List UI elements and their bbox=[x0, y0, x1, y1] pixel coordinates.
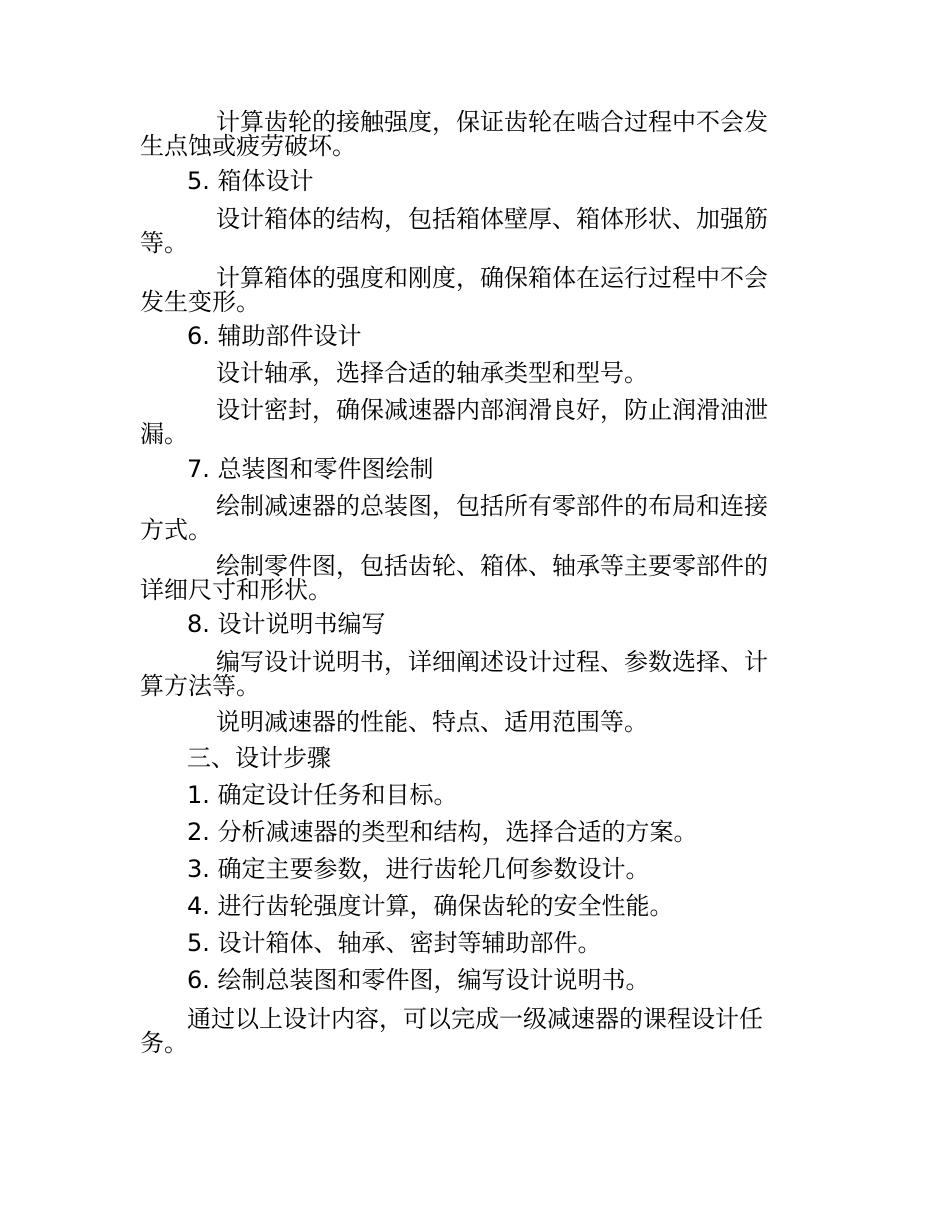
paragraph-line: 编写设计说明书，详细阐述设计过程、参数选择、计 bbox=[216, 648, 768, 676]
step-item: 4. 进行齿轮强度计算，确保齿轮的安全性能。 bbox=[187, 892, 674, 920]
paragraph-line: 设计轴承，选择合适的轴承类型和型号。 bbox=[216, 359, 648, 387]
step-item: 2. 分析减速器的类型和结构，选择合适的方案。 bbox=[187, 818, 698, 846]
paragraph-line: 漏。 bbox=[140, 420, 188, 448]
paragraph-line: 发生变形。 bbox=[140, 288, 260, 316]
step-item: 1. 确定设计任务和目标。 bbox=[187, 781, 458, 809]
paragraph-line: 算方法等。 bbox=[140, 672, 260, 700]
section-heading: 6. 辅助部件设计 bbox=[187, 322, 362, 350]
paragraph-line: 详细尺寸和形状。 bbox=[140, 576, 332, 604]
step-item: 6. 绘制总装图和零件图，编写设计说明书。 bbox=[187, 966, 650, 994]
section-heading: 三、设计步骤 bbox=[187, 744, 331, 772]
paragraph-line: 务。 bbox=[140, 1029, 188, 1057]
paragraph-line: 说明减速器的性能、特点、适用范围等。 bbox=[216, 708, 648, 736]
paragraph-line: 方式。 bbox=[140, 516, 212, 544]
paragraph-line: 通过以上设计内容，可以完成一级减速器的课程设计任 bbox=[187, 1005, 763, 1033]
section-heading: 8. 设计说明书编写 bbox=[187, 610, 386, 638]
paragraph-line: 绘制减速器的总装图，包括所有零部件的布局和连接 bbox=[216, 492, 768, 520]
paragraph-line: 设计密封，确保减速器内部润滑良好，防止润滑油泄 bbox=[216, 396, 768, 424]
paragraph-line: 等。 bbox=[140, 229, 188, 257]
section-heading: 7. 总装图和零件图绘制 bbox=[187, 455, 434, 483]
section-heading: 5. 箱体设计 bbox=[187, 167, 314, 195]
paragraph-line: 设计箱体的结构，包括箱体壁厚、箱体形状、加强筋 bbox=[216, 205, 768, 233]
step-item: 5. 设计箱体、轴承、密封等辅助部件。 bbox=[187, 929, 602, 957]
paragraph-line: 计算齿轮的接触强度，保证齿轮在啮合过程中不会发 bbox=[216, 108, 768, 136]
paragraph-line: 生点蚀或疲劳破坏。 bbox=[140, 132, 356, 160]
step-item: 3. 确定主要参数，进行齿轮几何参数设计。 bbox=[187, 855, 650, 883]
paragraph-line: 计算箱体的强度和刚度，确保箱体在运行过程中不会 bbox=[216, 264, 768, 292]
paragraph-line: 绘制零件图，包括齿轮、箱体、轴承等主要零部件的 bbox=[216, 552, 768, 580]
